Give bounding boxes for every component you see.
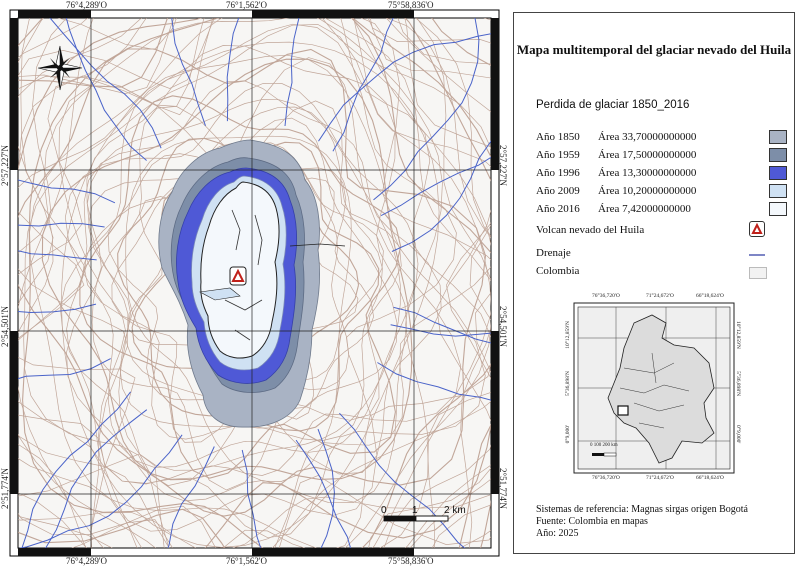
inset-scale-bar (592, 453, 616, 456)
inset-coord-right-1: 10°12,859'N (735, 321, 741, 349)
inset-coord-right-3: 0°9,000' (735, 425, 741, 444)
scale-label-0: 0 (381, 505, 387, 516)
legend-year: Año 1850 (536, 131, 580, 143)
swatch-2016 (769, 202, 787, 216)
credits-line-1: Sistemas de referencia: Magnas sirgas origen Bogotá (536, 504, 748, 515)
swatch-2009 (769, 184, 787, 198)
legend-drainage-label: Drenaje (536, 247, 571, 259)
inset-coord-right-2: 5°36,898'N (735, 371, 741, 397)
inset-coord-top-1: 76°36,720'O (592, 293, 620, 299)
coord-left-1: 2°57,227'N (0, 145, 10, 186)
credits-line-3: Año: 2025 (536, 528, 579, 539)
swatch-1996 (769, 166, 787, 180)
map-title: Mapa multitemporal del glaciar nevado del Huila (516, 42, 792, 57)
legend-area: Área 7,42000000000 (598, 203, 691, 215)
credits-line-2: Fuente: Colombia en mapas (536, 516, 648, 527)
coord-bottom-3: 75°58,836'O (388, 556, 434, 566)
inset-coord-bottom-1: 76°36,720'O (592, 475, 620, 481)
legend-subtitle: Perdida de glaciar 1850_2016 (536, 99, 690, 111)
coord-top-1: 76°4,289'O (66, 0, 107, 10)
scale-label-2: 2 km (444, 505, 466, 516)
coord-right-2: 2°54,501'N (498, 306, 508, 347)
inset-coord-left-1: 10°12,859'N (565, 321, 571, 349)
legend-volcano-label: Volcan nevado del Huila (536, 224, 645, 236)
credits (536, 504, 748, 540)
coord-left-3: 2°51,774'N (0, 468, 10, 509)
legend-area: Área 10,20000000000 (598, 185, 697, 197)
inset-coord-bottom-2: 71°24,672'O (646, 475, 674, 481)
coord-right-3: 2°51,774'N (498, 468, 508, 509)
inset-coord-top-3: 66°18,624'O (696, 293, 724, 299)
legend-area: Área 33,70000000000 (598, 131, 697, 143)
scale-bar (384, 516, 448, 521)
scale-label-1: 1 (412, 505, 418, 516)
drainage-line-icon (749, 254, 765, 256)
swatch-1959 (769, 148, 787, 162)
legend-area: Área 17,50000000000 (598, 149, 697, 161)
colombia-fill-icon (749, 267, 767, 279)
legend-year: Año 1996 (536, 167, 580, 179)
legend-colombia-label: Colombia (536, 265, 580, 277)
coord-bottom-1: 76°4,289'O (66, 556, 107, 566)
legend-year: Año 1959 (536, 149, 580, 161)
inset-coord-left-2: 5°36,898'N (565, 371, 571, 397)
inset-coord-left-3: 0°9,000' (565, 425, 571, 444)
coord-top-2: 76°1,562'O (226, 0, 267, 10)
inset-scale-label: 0 100 200 km (590, 443, 618, 448)
swatch-1850 (769, 130, 787, 144)
legend-year: Año 2016 (536, 203, 580, 215)
coord-right-1: 2°57,227'N (498, 145, 508, 186)
legend-panel (513, 12, 795, 554)
volcano-icon (230, 267, 246, 285)
inset-coord-bottom-3: 66°18,624'O (696, 475, 724, 481)
inset-coord-top-2: 71°24,672'O (646, 293, 674, 299)
coord-top-3: 75°58,836'O (388, 0, 434, 10)
legend-area: Área 13,30000000000 (598, 167, 697, 179)
inset-canvas (564, 293, 744, 483)
legend-year: Año 2009 (536, 185, 580, 197)
inset-locator-map (564, 293, 744, 483)
coord-bottom-2: 76°1,562'O (226, 556, 267, 566)
volcano-icon (749, 221, 765, 237)
coord-left-2: 2°54,501'N (0, 306, 10, 347)
